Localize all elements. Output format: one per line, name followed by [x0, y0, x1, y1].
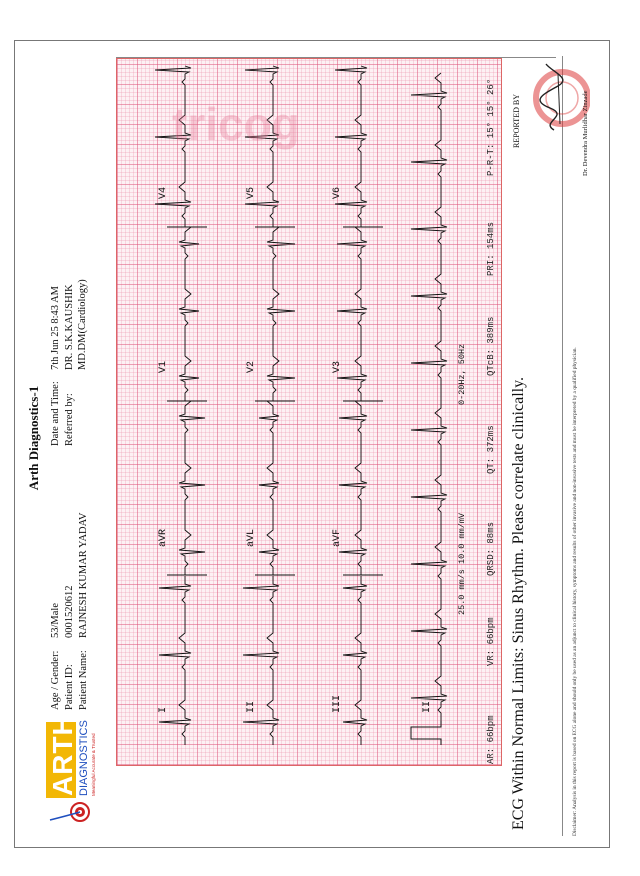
referred-label: Referred by: — [64, 393, 75, 446]
ecg-trace-segment — [243, 576, 279, 745]
measure-prt: P-R-T: 15° 15° 26° — [486, 78, 496, 176]
report-title: Arth Diagnostics-1 — [26, 385, 41, 491]
ecg-trace-segment — [179, 401, 205, 575]
ecg-trace-segment — [267, 227, 295, 401]
lead-label-I: I — [158, 706, 169, 713]
referred-doctor-degree: MD.DM(Cardiology) — [77, 279, 88, 370]
measure-ar: AR: 66bpm — [486, 715, 496, 764]
disclaimer-text: Disclaimer: Analysis in this report is based on ECG alone and should only be used as an adjunct to clinical history, symptoms and results of other invasive and non-invasive tests and must be interpreted by a qualified physician. — [572, 347, 578, 836]
ecg-grid — [116, 58, 502, 766]
ecg-trace-segment — [159, 576, 191, 745]
lead-label-aVR: aVR — [158, 528, 169, 547]
lead-label-aVF: aVF — [332, 528, 343, 547]
measure-pri: PRI: 154ms — [486, 221, 496, 276]
signature-divider — [116, 57, 556, 58]
lead-label-aVL: aVL — [246, 528, 257, 547]
date-label: Date and Time: — [50, 381, 61, 446]
lead-label-V2: V2 — [246, 360, 257, 373]
patient-id-label: Patient ID: — [64, 664, 75, 710]
logo-small-text: DIAGNOSTICS — [78, 720, 90, 796]
ecg-trace-segment — [335, 66, 367, 227]
lead-label-rhythm-II: II — [422, 700, 433, 713]
measure-qt: QT: 372ms — [486, 425, 496, 474]
patient-id-value: 0001520612 — [64, 585, 75, 638]
target-icon — [50, 803, 89, 821]
measure-vr: VR: 66bpm — [486, 617, 496, 666]
calibration-pulse — [411, 721, 441, 745]
ecg-trace-segment — [337, 227, 367, 401]
ecg-trace-segment — [343, 576, 367, 745]
age-gender-label: Age / Gender: — [50, 650, 61, 710]
lead-label-II: II — [246, 700, 257, 713]
lead-label-V6: V6 — [332, 186, 343, 199]
interpretation-summary: ECG Within Normal Limits: Sinus Rhythm. Please correlate clinically. — [510, 376, 527, 830]
ecg-trace-segment — [339, 401, 367, 575]
ecg-trace-segment — [179, 227, 199, 401]
date-value: 7th Jun 25 8:43 AM — [50, 285, 61, 370]
ecg-trace-segment — [259, 401, 279, 575]
arth-diagnostics-logo — [40, 720, 102, 822]
lead-label-V5: V5 — [246, 186, 257, 199]
logo-big-text: ARTH — [47, 720, 78, 796]
lead-label-V4: V4 — [158, 186, 169, 199]
measure-qtcb: QTcB: 389ms — [486, 316, 496, 376]
lead-label-III: III — [332, 694, 343, 713]
ecg-traces — [117, 57, 503, 765]
lead-label-V3: V3 — [332, 360, 343, 373]
tricog-watermark: tricog — [172, 98, 300, 150]
calibration-filter: 0-20Hz, 50Hz — [457, 343, 467, 405]
patient-name-label: Patient Name: — [78, 650, 89, 710]
logo-tagline: Meaningful Accurate & Trusted — [91, 733, 96, 796]
referred-doctor: DR. S.K.KAUSHIK — [64, 284, 75, 370]
calibration-speed: 25.0 mm/s 10.0 mm/mV — [457, 512, 467, 615]
patient-name-value: RAJNESH KUMAR YADAV — [78, 512, 89, 638]
reporting-doctor: Dr. Devendra Murlidhar Zinzade — [582, 90, 589, 176]
lead-label-V1: V1 — [158, 360, 169, 373]
footer-divider — [562, 56, 563, 836]
reported-by-label: REPORTED BY — [512, 94, 521, 148]
age-gender-value: 53/Male — [50, 603, 61, 638]
ecg-trace-segment — [411, 73, 447, 721]
measure-qrsd: QRSD: 88ms — [486, 521, 496, 576]
signature-stamp — [510, 50, 590, 160]
